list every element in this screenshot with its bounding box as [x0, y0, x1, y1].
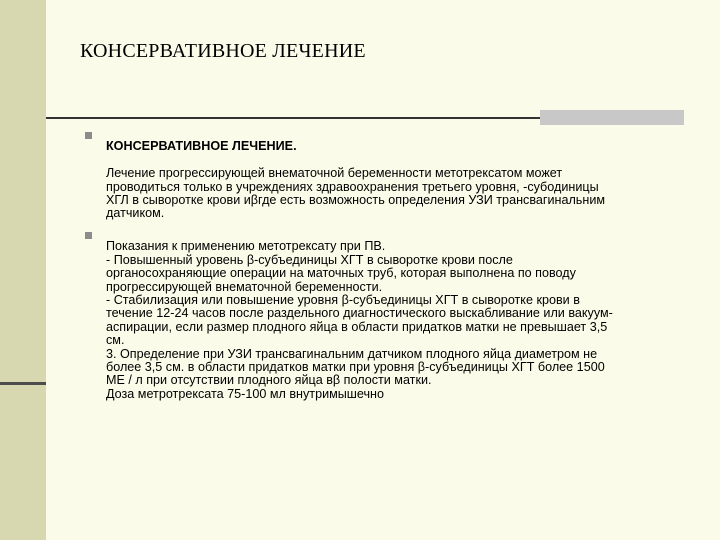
- slide-title: КОНСЕРВАТИВНОЕ ЛЕЧЕНИЕ: [80, 40, 366, 62]
- item-text: Показания к применению метотрексату при ПВ. - Повышенный уровень β-субъединицы ХГТ в сыворотке крови после органосохраняющие операции на маточных труб, которая выполнена по поводу прогрессирующей внематочной беременности. - Стабилизация или повышение уровня β-субъединицы ХГТ в сыворотке крови в течение 12-24 часов после раздельного диагностического выскабливание или вакуум- аспирации, если размер плодного яйца в области придатков матки не превышает 3,5 см. 3. Определение при УЗИ трансвагинальним датчиком плодного яйца диаметром не более 3,5 см. в области придатков матки при уровня β-субъединицы ХГТ более 1500 МЕ / л при отсутствии плодного яйца вβ полости матки.: [106, 239, 613, 388]
- list-item: [106, 227, 696, 388]
- list-item: [106, 127, 696, 221]
- item-heading: КОНСЕРВАТИВНОЕ ЛЕЧЕНИЕ.: [106, 139, 297, 154]
- bullet-square-icon: [85, 232, 92, 239]
- title-underline-accent: [540, 110, 684, 125]
- left-band-divider: [0, 382, 46, 385]
- bullet-square-icon: [85, 132, 92, 139]
- item-text: Лечение прогрессирующей внематочной беременности метотрексатом может проводиться только в учреждениях здравоохранения третьего уровня, -субодиницы ХГЛ в сыворотке крови иβгде есть возможность определения УЗИ трансвагинальним датчиком.: [106, 166, 606, 221]
- left-decorative-band: [0, 0, 46, 540]
- dose-text: Доза метротрексата 75-100 мл внутримышечно: [106, 387, 385, 401]
